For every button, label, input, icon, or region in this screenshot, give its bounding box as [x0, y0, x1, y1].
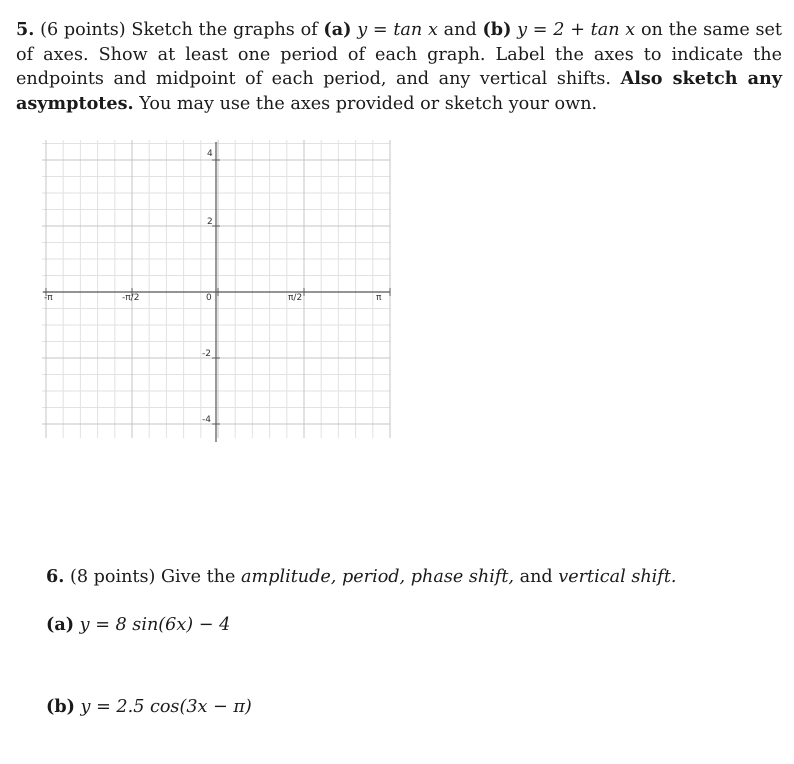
q6-b-equation: y = 2.5 cos(3x − π) — [80, 697, 252, 717]
question-5 — [16, 18, 782, 116]
q6-vertical-shift: vertical shift. — [558, 567, 677, 587]
q5-intro: (6 points) Sketch the graphs of — [40, 20, 318, 40]
y-label-4: 4 — [207, 149, 213, 159]
y-label-neg-2: -2 — [202, 349, 211, 359]
q5-instructions: on the same set of axes. Show at least one period of each graph. Label the axes to indicate the endpoints and midpoint of each period, and any vertical shifts. — [16, 20, 783, 89]
coordinate-axes[interactable] — [38, 134, 394, 444]
q5-and: and — [443, 20, 477, 40]
question-6 — [46, 565, 676, 589]
q6-b-label: (b) — [46, 696, 75, 717]
x-label-pi: π — [376, 293, 382, 303]
q6-and: and — [519, 567, 553, 587]
q5-number: 5. — [16, 19, 35, 40]
y-label-neg-4: -4 — [202, 415, 211, 425]
q5-asymptote-note: Also sketch any asymptotes. — [16, 68, 782, 114]
q6-terms: amplitude, period, phase shift, — [241, 567, 515, 587]
q6-number: 6. — [46, 566, 65, 587]
x-label-neg-pi: -π — [44, 293, 53, 303]
q6-a-equation: y = 8 sin(6x) − 4 — [79, 615, 231, 635]
q5-b-label: (b) — [482, 19, 512, 40]
q6-a-label: (a) — [46, 614, 75, 635]
x-label-pi-half: π/2 — [288, 293, 303, 303]
q6-part-a — [46, 613, 230, 637]
q5-a-label: (a) — [323, 19, 352, 40]
q5-axes-note: You may use the axes provided or sketch your own. — [139, 93, 598, 114]
graph-grid[interactable] — [38, 134, 394, 444]
x-label-neg-pi-half: -π/2 — [122, 293, 140, 303]
q6-part-b — [46, 695, 252, 719]
y-label-2: 2 — [207, 217, 213, 227]
x-label-zero: 0 — [206, 293, 212, 303]
q5-b-equation: y = 2 + tan x — [517, 20, 636, 40]
q5-a-equation: y = tan x — [357, 20, 438, 40]
q6-intro: (8 points) Give the — [69, 567, 236, 587]
